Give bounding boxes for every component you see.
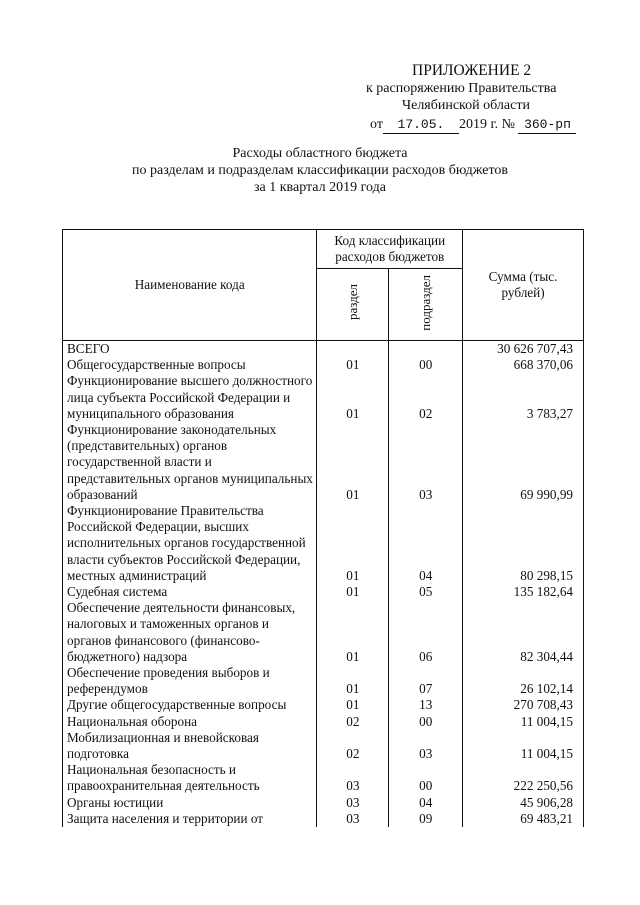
row-section: 02	[317, 714, 389, 730]
header-subsection-label: подраздел	[417, 274, 433, 331]
row-section: 01	[317, 665, 389, 697]
header-section-label: раздел	[344, 284, 360, 321]
row-sum: 270 708,43	[463, 697, 584, 713]
table-row	[63, 714, 584, 730]
row-name: Обеспечение проведения выборов и референдумов	[63, 665, 317, 697]
row-subsection: 00	[389, 714, 463, 730]
row-subsection: 13	[389, 697, 463, 713]
row-name: Другие общегосударственные вопросы	[63, 697, 317, 713]
table-row	[63, 373, 584, 422]
row-section: 02	[317, 730, 389, 762]
row-name: Национальная оборона	[63, 714, 317, 730]
row-name: Органы юстиции	[63, 795, 317, 811]
row-subsection: 04	[389, 795, 463, 811]
row-sum: 45 906,28	[463, 795, 584, 811]
row-sum: 135 182,64	[463, 584, 584, 600]
row-sum: 11 004,15	[463, 714, 584, 730]
row-section	[317, 341, 389, 358]
expenses-table	[62, 229, 584, 827]
doc-title-line-3: за 1 квартал 2019 года	[254, 180, 386, 195]
row-subsection: 04	[389, 503, 463, 584]
table-row	[63, 730, 584, 762]
doc-title-line-1: Расходы областного бюджета	[232, 146, 408, 161]
table-row	[63, 697, 584, 713]
row-sum: 69 990,99	[463, 422, 584, 503]
row-section: 01	[317, 357, 389, 373]
table-row	[63, 584, 584, 600]
doc-title-line-2: по разделам и подразделам классификации расходов бюджетов	[131, 163, 509, 178]
row-sum: 69 483,21	[463, 811, 584, 827]
row-sum: 82 304,44	[463, 600, 584, 665]
row-sum: 3 783,27	[463, 373, 584, 422]
row-section: 03	[317, 811, 389, 827]
row-sum: 26 102,14	[463, 665, 584, 697]
row-section: 03	[317, 762, 389, 794]
row-sum: 80 298,15	[463, 503, 584, 584]
row-name: Мобилизационная и вневойсковая подготовка	[63, 730, 317, 762]
row-subsection: 05	[389, 584, 463, 600]
order-reference	[370, 117, 576, 134]
row-name: Обеспечение деятельности финансовых, налоговых и таможенных органов и органов финансового (финансово-бюджетного) надзора	[63, 600, 317, 665]
table-row	[63, 357, 584, 373]
row-subsection: 02	[389, 373, 463, 422]
row-section: 01	[317, 697, 389, 713]
row-name: Функционирование Правительства Российской Федерации, высших исполнительных органов государственной власти субъектов Российской Федерации, местных администраций	[63, 503, 317, 584]
appendix-line-1: к распоряжению Правительства	[366, 81, 557, 96]
row-subsection: 09	[389, 811, 463, 827]
header-sum	[463, 230, 584, 341]
table-row	[63, 665, 584, 697]
header-section	[317, 269, 389, 341]
table-row	[63, 341, 584, 358]
date-prefix: от	[370, 117, 383, 132]
row-name: ВСЕГО	[63, 341, 317, 358]
table-row	[63, 422, 584, 503]
row-name: Национальная безопасность и правоохранительная деятельность	[63, 762, 317, 794]
table-row	[63, 811, 584, 827]
appendix-title: ПРИЛОЖЕНИЕ 2	[412, 62, 532, 79]
row-subsection: 03	[389, 730, 463, 762]
order-year: 2019 г. №	[458, 117, 515, 132]
header-sum-label: Сумма (тыс. рублей)	[488, 268, 558, 300]
row-subsection	[389, 341, 463, 358]
appendix-line-2: Челябинской области	[402, 98, 530, 113]
row-section: 01	[317, 422, 389, 503]
row-sum: 30 626 707,43	[463, 341, 584, 358]
row-subsection: 00	[389, 357, 463, 373]
row-subsection: 00	[389, 762, 463, 794]
table-row	[63, 795, 584, 811]
row-name: Защита населения и территории от	[63, 811, 317, 827]
table-row	[63, 600, 584, 665]
row-section: 01	[317, 503, 389, 584]
table-row	[63, 503, 584, 584]
row-name: Судебная система	[63, 584, 317, 600]
order-date: 17.05.	[383, 117, 459, 134]
row-name: Функционирование высшего должностного лица субъекта Российской Федерации и муниципального образования	[63, 373, 317, 422]
row-subsection: 06	[389, 600, 463, 665]
row-sum: 11 004,15	[463, 730, 584, 762]
header-subsection	[389, 269, 463, 341]
row-section: 03	[317, 795, 389, 811]
row-sum: 222 250,56	[463, 762, 584, 794]
order-number: 360-рп	[518, 117, 576, 134]
row-sum: 668 370,06	[463, 357, 584, 373]
table-row	[63, 762, 584, 794]
row-subsection: 03	[389, 422, 463, 503]
header-name: Наименование кода	[63, 230, 317, 341]
row-name: Функционирование законодательных (представительных) органов государственной власти и представительных органов муниципальных образований	[63, 422, 317, 503]
row-section: 01	[317, 584, 389, 600]
row-subsection: 07	[389, 665, 463, 697]
row-section: 01	[317, 600, 389, 665]
row-section: 01	[317, 373, 389, 422]
row-name: Общегосударственные вопросы	[63, 357, 317, 373]
header-code-group: Код классификации расходов бюджетов	[317, 230, 463, 269]
